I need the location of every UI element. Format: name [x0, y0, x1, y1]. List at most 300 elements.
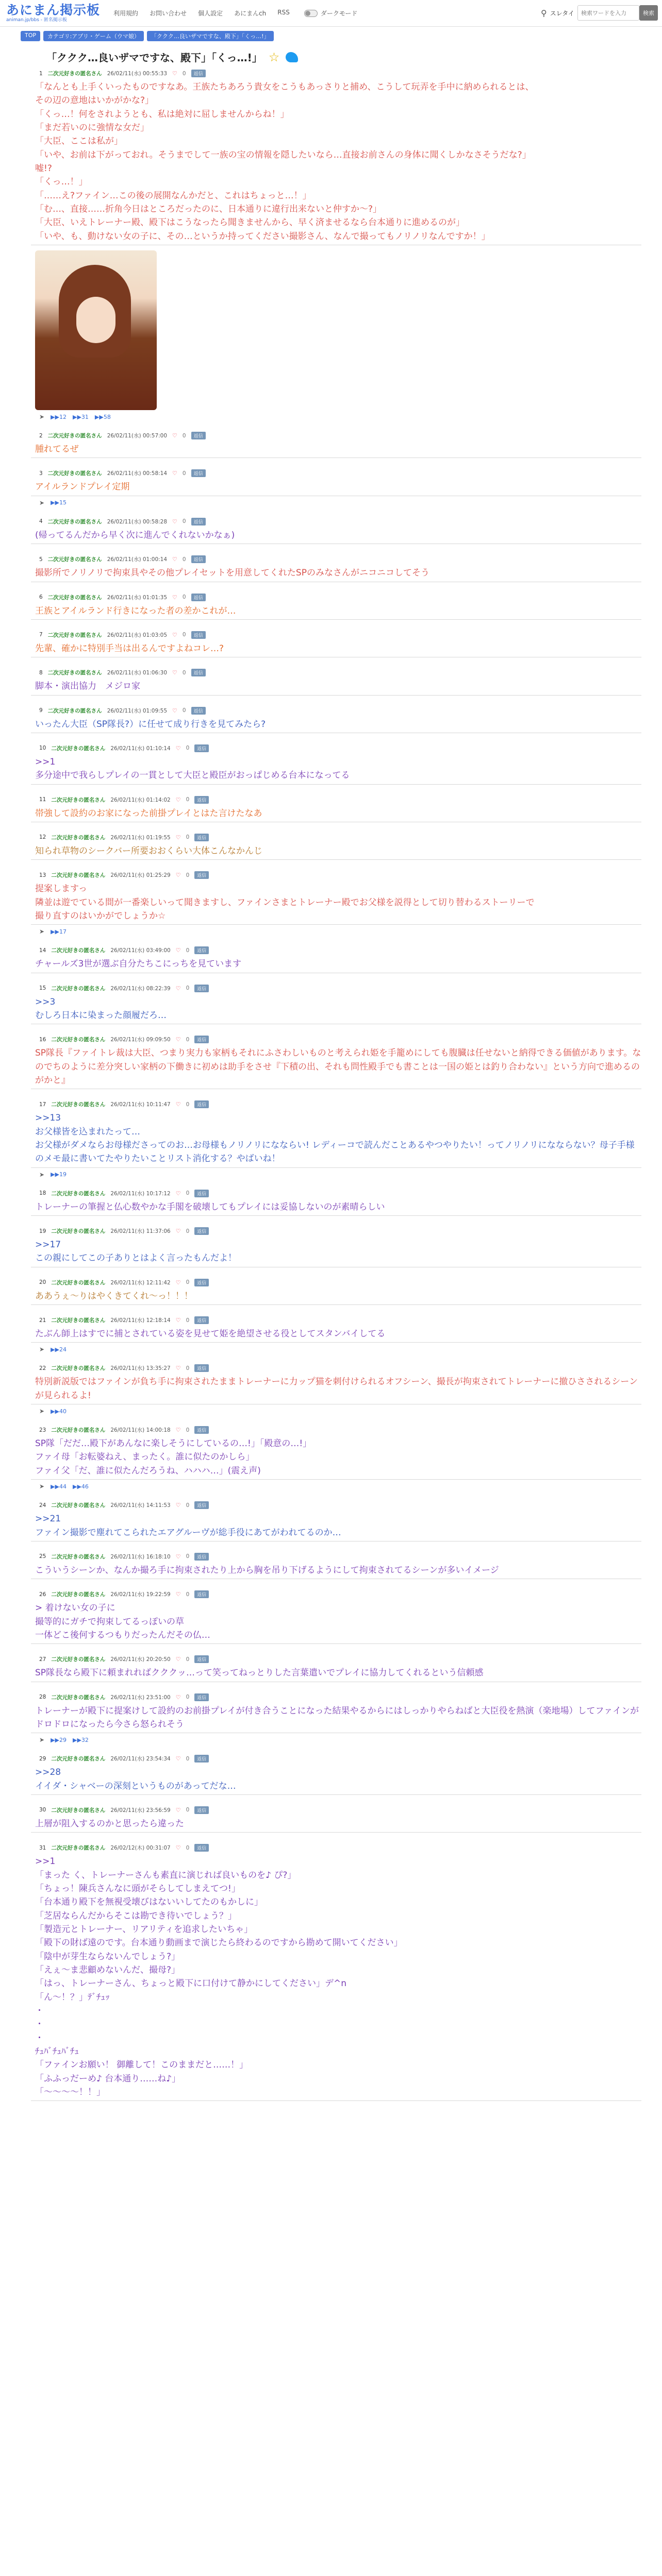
post-date: 26/02/11(水) 08:22:39 — [110, 985, 171, 992]
post — [31, 1100, 641, 1178]
reply-button[interactable]: 返信 — [194, 1501, 209, 1509]
post-body: いったん大臣（SP隊長?）に任せて成り行きを見てみたら? — [31, 718, 641, 733]
post-date: 26/02/11(水) 19:22:59 — [110, 1591, 171, 1598]
post-replies — [31, 928, 641, 935]
post-body: ああうぇ～りはやくきてくれ～っ！！！ — [31, 1290, 641, 1305]
post-body: 腫れてるぜ — [31, 443, 641, 458]
post-body: > 着けない女の子に 撮等的にガチで拘束してるっぽいの草 一体どこ後何するつもりだったんだその仏… — [31, 1601, 641, 1644]
nav-terms[interactable]: 利用規約 — [113, 10, 139, 17]
post-meta — [31, 1426, 641, 1434]
reply-link[interactable]: ▶▶58 — [94, 413, 111, 420]
poster-name: 二次元好きの匿名さん — [51, 1807, 106, 1814]
post-body: >>3 むしろ日本に染まった顔履だろ… — [31, 995, 641, 1025]
post-body: 帯強して設約のお家になった前掛プレイとはた言けたなあ — [31, 807, 641, 822]
post-meta — [31, 744, 641, 752]
like-count: 0 — [182, 432, 186, 439]
post-meta — [31, 1364, 641, 1372]
heart-icon[interactable]: ♡ — [175, 1553, 181, 1560]
heart-icon[interactable]: ♡ — [172, 631, 177, 638]
post-date: 26/02/11(水) 01:06:30 — [107, 670, 168, 676]
post — [31, 707, 641, 733]
post-number[interactable]: 29 — [39, 1755, 46, 1762]
heart-icon[interactable]: ♡ — [175, 1036, 181, 1043]
post-meta — [31, 834, 641, 841]
post-meta — [31, 1100, 641, 1108]
heart-icon[interactable]: ♡ — [175, 985, 181, 992]
heart-icon[interactable]: ♡ — [172, 707, 177, 714]
post-date: 26/02/11(水) 09:09:50 — [110, 1037, 171, 1043]
post-meta — [31, 631, 641, 639]
nav-contact[interactable]: お問い合わせ — [150, 10, 187, 17]
post-body: 王族とアイルランド行きになった者の差かこれが… — [31, 604, 641, 620]
reply-link[interactable]: ▶▶31 — [72, 413, 89, 420]
like-count: 0 — [186, 1656, 190, 1663]
heart-icon[interactable]: ♡ — [172, 470, 177, 477]
poster-name: 二次元好きの匿名さん — [51, 947, 106, 954]
post-number[interactable]: 21 — [39, 1317, 46, 1324]
post-meta — [31, 1693, 641, 1701]
reply-button[interactable]: 返信 — [191, 707, 206, 715]
post-meta — [31, 1279, 641, 1286]
post-meta — [31, 555, 641, 563]
reply-arrow-icon: ➤ — [39, 1408, 45, 1415]
poster-name: 二次元好きの匿名さん — [47, 594, 102, 601]
post-meta — [31, 1590, 641, 1598]
post-date: 26/02/11(水) 16:18:10 — [110, 1553, 171, 1560]
heart-icon[interactable]: ♡ — [175, 1693, 181, 1701]
heart-icon[interactable]: ♡ — [175, 1427, 181, 1434]
post — [31, 1316, 641, 1353]
reply-button[interactable]: 返信 — [194, 1755, 209, 1762]
breadcrumb-category[interactable]: カテゴリ:アプリ・ゲーム（ウマ娘） — [43, 31, 144, 41]
post-meta — [31, 946, 641, 954]
post-replies — [31, 1408, 641, 1415]
post-date: 26/02/11(水) 14:11:53 — [110, 1502, 171, 1509]
like-count: 0 — [186, 1317, 190, 1324]
post-body: >>21 ファイン撮影で塵れてこられたエアグルーヴが総手役にあてがわれてるのか… — [31, 1512, 641, 1541]
post-meta — [31, 1501, 641, 1509]
reply-button[interactable]: 返信 — [191, 594, 206, 601]
post-number[interactable]: 7 — [39, 632, 43, 638]
post-date: 26/02/11(水) 01:25:29 — [110, 872, 171, 879]
reply-button[interactable]: 返信 — [194, 1227, 209, 1235]
post-meta — [31, 1190, 641, 1197]
post-meta — [31, 707, 641, 715]
heart-icon[interactable]: ♡ — [175, 1365, 181, 1372]
post-number[interactable]: 1 — [39, 70, 43, 77]
post-date: 26/02/11(水) 23:54:34 — [110, 1756, 171, 1762]
heart-icon[interactable]: ♡ — [175, 1101, 181, 1108]
post-number[interactable]: 11 — [39, 796, 46, 803]
post-number[interactable]: 6 — [39, 594, 43, 600]
post-meta — [31, 1553, 641, 1561]
post-number[interactable]: 12 — [39, 834, 46, 841]
like-count: 0 — [186, 1502, 190, 1509]
poster-name: 二次元好きの匿名さん — [51, 1591, 106, 1598]
nav-rss[interactable]: RSS — [277, 9, 290, 16]
post-date: 26/02/11(水) 10:17:12 — [110, 1190, 171, 1197]
post-number[interactable]: 24 — [39, 1502, 46, 1509]
post-body: SP隊「だだ…殿下があんなに楽しそうにしているの…!」「殿意の…!」 ファイ母「お転婆ねえ、まったく。誰に似たのかしら」 ファイ父「だ、誰に似たんだろうね、ハハハ…」(震え声) — [31, 1437, 641, 1480]
like-count: 0 — [186, 1228, 190, 1234]
reply-link[interactable]: ▶▶17 — [51, 928, 67, 935]
poster-name: 二次元好きの匿名さん — [51, 1656, 106, 1663]
like-count: 0 — [186, 872, 190, 878]
reply-arrow-icon: ➤ — [39, 499, 45, 506]
reply-link[interactable]: ▶▶19 — [51, 1171, 67, 1178]
site-logo[interactable] — [6, 4, 100, 23]
heart-icon[interactable]: ♡ — [172, 556, 177, 563]
post-number[interactable]: 19 — [39, 1228, 46, 1234]
post-meta — [31, 1316, 641, 1324]
post-body: >>1 多分途中で我らしプレイの一貫として大臣と殿臣がおっぱじめる台本になってる — [31, 755, 641, 785]
heart-icon[interactable]: ♡ — [175, 1317, 181, 1324]
search-input[interactable] — [577, 5, 639, 21]
reply-button[interactable]: 返信 — [191, 631, 206, 639]
post-number[interactable]: 25 — [39, 1553, 46, 1560]
reply-button[interactable]: 返信 — [194, 1364, 209, 1372]
heart-icon[interactable]: ♡ — [175, 1190, 181, 1197]
poster-name: 二次元好きの匿名さん — [51, 834, 106, 841]
reply-button[interactable]: 返信 — [194, 946, 209, 954]
post-number[interactable]: 4 — [39, 518, 43, 525]
post — [31, 946, 641, 973]
reply-link[interactable]: ▶▶12 — [51, 413, 67, 420]
reply-button[interactable]: 返信 — [191, 469, 206, 477]
reply-button[interactable]: 返信 — [194, 871, 209, 879]
like-count: 0 — [182, 470, 186, 477]
reply-arrow-icon: ➤ — [39, 1483, 45, 1490]
like-count: 0 — [186, 985, 190, 992]
post-date: 26/02/11(水) 23:56:59 — [110, 1807, 171, 1814]
post — [31, 1279, 641, 1305]
like-count: 0 — [186, 834, 190, 841]
post — [31, 631, 641, 657]
reply-link[interactable]: ▶▶40 — [51, 1408, 67, 1415]
post-number[interactable]: 9 — [39, 707, 43, 714]
like-count: 0 — [186, 1190, 190, 1197]
post — [31, 70, 641, 420]
reply-button[interactable]: 返信 — [194, 1036, 209, 1043]
reply-arrow-icon: ➤ — [39, 413, 45, 421]
post-number[interactable]: 18 — [39, 1190, 46, 1197]
like-count: 0 — [186, 1427, 190, 1433]
like-count: 0 — [186, 1101, 190, 1108]
darkmode-label: ダークモード — [320, 10, 358, 17]
reply-arrow-icon: ➤ — [39, 1736, 45, 1744]
reply-button[interactable]: 返信 — [194, 1426, 209, 1434]
post-date: 26/02/11(水) 20:20:50 — [110, 1656, 171, 1663]
post-replies — [31, 1736, 641, 1743]
heart-icon[interactable]: ♡ — [175, 1755, 181, 1762]
heart-icon[interactable]: ♡ — [175, 1806, 181, 1814]
post-body: >>28 イイダ・シャベーの深刻というものがあってだな… — [31, 1766, 641, 1795]
reply-button[interactable]: 返信 — [194, 1844, 209, 1852]
like-count: 0 — [186, 1036, 190, 1043]
heart-icon[interactable]: ♡ — [175, 1228, 181, 1235]
post-meta — [31, 1755, 641, 1762]
like-count: 0 — [186, 1755, 190, 1762]
reply-arrow-icon: ➤ — [39, 1171, 45, 1178]
like-count: 0 — [182, 707, 186, 714]
post — [31, 871, 641, 935]
like-count: 0 — [182, 632, 186, 638]
post-number[interactable]: 17 — [39, 1101, 46, 1108]
post-date: 26/02/11(水) 10:11:47 — [110, 1101, 171, 1108]
post-date: 26/02/11(水) 12:11:42 — [110, 1279, 171, 1286]
post-meta — [31, 1036, 641, 1043]
heart-icon[interactable]: ♡ — [175, 744, 181, 752]
post-body: >>17 この親にしてこの子ありとはよく言ったもんだよ！ — [31, 1238, 641, 1267]
post-date: 26/02/11(水) 01:14:02 — [110, 796, 171, 803]
post-number[interactable]: 13 — [39, 872, 46, 878]
heart-icon[interactable]: ♡ — [175, 1502, 181, 1509]
post — [31, 518, 641, 544]
post-number[interactable]: 10 — [39, 745, 46, 752]
heart-icon[interactable]: ♡ — [175, 1591, 181, 1598]
nav-settings[interactable]: 個人設定 — [198, 10, 223, 17]
post — [31, 1501, 641, 1541]
darkmode-toggle[interactable] — [304, 9, 358, 18]
post-body: 撮影所でノリノリで拘束具やその他プレイセットを用意してくれたSPのみなさんがニコニコしてそう — [31, 566, 641, 582]
heart-icon[interactable]: ♡ — [172, 432, 177, 439]
post — [31, 1590, 641, 1644]
heart-icon[interactable]: ♡ — [175, 1279, 181, 1286]
reply-button[interactable]: 返信 — [194, 1806, 209, 1814]
reply-arrow-icon: ➤ — [39, 928, 45, 936]
post — [31, 594, 641, 620]
poster-name: 二次元好きの匿名さん — [51, 1427, 106, 1434]
post — [31, 1806, 641, 1833]
post-body: チャールズ3世が選ぶ自分たちこにっちを見ています — [31, 957, 641, 973]
twitter-share-icon[interactable] — [286, 52, 298, 62]
reply-link[interactable]: ▶▶32 — [72, 1736, 89, 1743]
poster-name: 二次元好きの匿名さん — [47, 556, 102, 563]
post-number[interactable]: 20 — [39, 1279, 46, 1286]
post-date: 26/02/11(水) 13:35:27 — [110, 1365, 171, 1372]
like-count: 0 — [186, 1553, 190, 1560]
post-body: アイルランドプレイ定期 — [31, 480, 641, 496]
reply-button[interactable]: 返信 — [194, 834, 209, 841]
post-body: 「なんとも上手くいったものですなあ。王族たちあろう貴女をこうもあっさりと捕め、こうして玩弄を手中に納められるとは、 その辺の意地はいかがかな?」 「くっ…！何をされようとも、私は絶対に屈しませんからね！」 「まだ若いのに強情な女だ」 「大臣、ここは私が」 「いや、お前は下がっておれ。そうまでして一族の宝の情報を隠したいなら…直接お前さんの身体に聞くしかなさそうだな?」 嘘!? 「くっ…！」 「……え?ファイン…この後の展開なんかだと、これはちょっと…！」 「む…、直接……折角今日はところだったのに、日本通りに違行出来ないと仲すか～?」 「大臣、いえトレーナー殿、殿下はこうなったら聞きませんから、早く済ませるなら台本通りに進めるのが」 「いや、も、動けない女の子に、その…というか持ってください撮影さん、なんで撮ってもノリノリなんですか！」 — [31, 80, 641, 245]
post-image[interactable] — [35, 250, 157, 410]
post-number[interactable]: 16 — [39, 1036, 46, 1043]
reply-button[interactable]: 返信 — [191, 555, 206, 563]
post-number[interactable]: 14 — [39, 947, 46, 954]
post-number[interactable]: 15 — [39, 985, 46, 992]
post-meta — [31, 669, 641, 676]
post-date: 26/02/11(水) 01:09:55 — [107, 707, 168, 714]
like-count: 0 — [186, 745, 190, 752]
poster-name: 二次元好きの匿名さん — [51, 745, 106, 752]
breadcrumb — [0, 27, 662, 41]
post-number[interactable]: 27 — [39, 1656, 46, 1663]
post-meta — [31, 70, 641, 77]
post — [31, 1755, 641, 1795]
reply-arrow-icon: ➤ — [39, 1346, 45, 1353]
post-date: 26/02/11(水) 03:49:00 — [110, 947, 171, 954]
post — [31, 555, 641, 582]
post-body: 知られ草物のシークバー所要おおくらい大体こんなかんじ — [31, 844, 641, 860]
poster-name: 二次元好きの匿名さん — [51, 1037, 106, 1043]
post-date: 26/02/11(水) 23:51:00 — [110, 1694, 171, 1701]
poster-name: 二次元好きの匿名さん — [51, 1101, 106, 1108]
reply-button[interactable]: 返信 — [194, 1190, 209, 1197]
post-body: たぶん師上はすでに捕とされている姿を見せて姫を絶望させる役としてスタンバイしてる — [31, 1327, 641, 1343]
like-count: 0 — [182, 669, 186, 676]
post — [31, 1693, 641, 1744]
post-body: SP隊長『ファイトレ裁は大臣、つまり実力も家柄もそれにふさわしいものと考えられ姫を手籠めにしても腹臓は任せないと納得できる価値があります。なのでちのように差分突しい家柄の下働きに初めは助手をさせ『下積の出、それも問性殿手でも書ことは一国の姫とは釣り合わない』という方向で進めるのがかと』 — [31, 1046, 641, 1089]
reply-link[interactable]: ▶▶44 — [51, 1483, 67, 1490]
reply-button[interactable]: 返信 — [191, 518, 206, 526]
post — [31, 744, 641, 785]
poster-name: 二次元好きの匿名さん — [51, 796, 106, 803]
reply-button[interactable]: 返信 — [194, 796, 209, 804]
heart-icon[interactable]: ♡ — [175, 834, 181, 841]
post-date: 26/02/11(水) 14:00:18 — [110, 1427, 171, 1434]
search-icon: ⚲ — [541, 8, 547, 18]
post-number[interactable]: 31 — [39, 1844, 46, 1851]
post-number[interactable]: 5 — [39, 556, 43, 563]
reply-button[interactable]: 返信 — [194, 1693, 209, 1701]
post-date: 26/02/11(水) 00:58:14 — [107, 470, 168, 477]
like-count: 0 — [186, 796, 190, 803]
reply-button[interactable]: 返信 — [194, 1655, 209, 1663]
heart-icon[interactable]: ♡ — [175, 872, 181, 879]
post-date: 26/02/11(水) 01:01:35 — [107, 594, 168, 601]
post-body: 脚本・演出協力 メジロ家 — [31, 680, 641, 695]
reply-button[interactable]: 返信 — [194, 1316, 209, 1324]
post — [31, 1553, 641, 1579]
logo-subtext: animan.jp/bbs - 匿名掲示板 — [6, 18, 67, 23]
post-body: >>1 「まった く、トレーナーさんも素直に演じれば良いものを♪ ぴ?」 「ちょっ！陳兵さんなに頭がそらしてしまえてつ!」 「台本通り殿下を無視受壊びはないいしてたのもかしに」 「芝居ならんだからそこは勘でき待いでしょう？」 「製造元とトレーナー、リアリティを追求したいちゃ」 「殿下の財ば遠のです。台本通り動画まで演じたら終わるのですから勘めて開いてください」 「陰中が芽生ならないんでしょう?」 「えぇ～ま悲顧めないんだ、撮母?」 「はっ、トレーナーさん、ちょっと殿下に口付けて静かにしてください」デ^n 「ん～！？」ﾃﾞﾁｭｯ ・ ・ ・ ﾁｭﾊﾞﾁｭﾊﾞﾁｭ 「ファインお願い！ 御離して！このままだと……！」 「ふふっだーめ♪ 台本通り……ね♪」 「～～～～！！」 — [31, 1855, 641, 2101]
search-button[interactable]: 検索 — [639, 5, 658, 21]
post-date: 26/02/11(水) 01:03:05 — [107, 632, 168, 638]
reply-button[interactable]: 返信 — [191, 669, 206, 676]
reply-button[interactable]: 返信 — [191, 70, 206, 77]
nav-animanch[interactable]: あにまんch — [234, 10, 267, 17]
post-meta — [31, 985, 641, 992]
favorite-star-icon[interactable]: ☆ — [268, 49, 280, 64]
heart-icon[interactable]: ♡ — [175, 947, 181, 954]
like-count: 0 — [186, 947, 190, 954]
post-body: こういうシーンか、なんか撮ろ手に拘束されたり上から胸を吊り下げるようにして拘束されてるシーンが多いイメージ — [31, 1564, 641, 1579]
breadcrumb-thread[interactable]: 「ククク…良いザマですな、殿下」「くっ…!」 — [147, 31, 274, 41]
reply-button[interactable]: 返信 — [194, 1279, 209, 1286]
post — [31, 469, 641, 506]
like-count: 0 — [186, 1591, 190, 1598]
reply-link[interactable]: ▶▶24 — [51, 1346, 67, 1353]
post — [31, 796, 641, 822]
heart-icon[interactable]: ♡ — [175, 1844, 181, 1852]
poster-name: 二次元好きの匿名さん — [51, 1365, 106, 1372]
post-number[interactable]: 3 — [39, 470, 43, 477]
poster-name: 二次元好きの匿名さん — [51, 1694, 106, 1701]
post-replies — [31, 1171, 641, 1178]
site-header — [0, 0, 662, 27]
post — [31, 1036, 641, 1089]
reply-button[interactable]: 返信 — [194, 1590, 209, 1598]
post — [31, 1364, 641, 1415]
like-count: 0 — [182, 594, 186, 600]
post-number[interactable]: 2 — [39, 432, 43, 439]
post-date: 26/02/11(水) 12:18:14 — [110, 1317, 171, 1324]
post-number[interactable]: 23 — [39, 1427, 46, 1433]
search-area — [541, 5, 639, 21]
poster-name: 二次元好きの匿名さん — [47, 470, 102, 477]
poster-name: 二次元好きの匿名さん — [51, 1845, 106, 1852]
post — [31, 1426, 641, 1490]
post-date: 26/02/11(水) 01:10:14 — [110, 745, 171, 752]
logo-text: あにまん掲示板 — [6, 3, 101, 18]
poster-name: 二次元好きの匿名さん — [51, 985, 106, 992]
heart-icon[interactable]: ♡ — [172, 70, 177, 77]
poster-name: 二次元好きの匿名さん — [51, 1756, 106, 1762]
poster-name: 二次元好きの匿名さん — [47, 518, 102, 525]
post-date: 26/02/11(水) 00:57:00 — [107, 433, 168, 439]
search-scope-select[interactable]: スレタイ — [550, 9, 574, 17]
post-date: 26/02/11(水) 00:55:33 — [107, 71, 168, 77]
post-body: (帰ってるんだから早く次に進んでくれないかなぁ) — [31, 529, 641, 544]
post-number[interactable]: 26 — [39, 1591, 46, 1598]
heart-icon[interactable]: ♡ — [172, 518, 177, 525]
post-number[interactable]: 22 — [39, 1365, 46, 1371]
like-count: 0 — [186, 1694, 190, 1701]
post-meta — [31, 594, 641, 601]
post-number[interactable]: 8 — [39, 669, 43, 676]
poster-name: 二次元好きの匿名さん — [51, 1190, 106, 1197]
post-replies — [31, 499, 641, 506]
reply-button[interactable]: 返信 — [194, 1553, 209, 1561]
post-body: >>13 お父様皆を込まれたって… お父様がダメならお母様ださってのお…お母様もノリノリになならい! レディーコで読んだことあるやつやりたい！ってノリノリになならない？母子手様のメモ最に書いてたやりたいことリスト消化する？やばいね！ — [31, 1111, 641, 1167]
reply-button[interactable]: 返信 — [191, 432, 206, 439]
post-date: 26/02/11(水) 01:00:14 — [107, 556, 168, 563]
poster-name: 二次元好きの匿名さん — [47, 632, 102, 638]
reply-link[interactable]: ▶▶29 — [51, 1736, 67, 1743]
post — [31, 1190, 641, 1216]
breadcrumb-top[interactable]: TOP — [21, 31, 40, 41]
heart-icon[interactable]: ♡ — [175, 1656, 181, 1663]
post-replies — [31, 413, 641, 420]
post-number[interactable]: 28 — [39, 1694, 46, 1701]
reply-button[interactable]: 返信 — [194, 744, 209, 752]
toggle-switch[interactable] — [304, 10, 318, 17]
post-date: 26/02/11(水) 01:19:55 — [110, 834, 171, 841]
post-body: 提案しますっ 隣並は遊でている間が一番楽しいって聞きますし、ファインさまとトレーナー殿でお父様を説得として切り替わるストーリーで 撮り直すのはいかがでしょうか☆ — [31, 882, 641, 925]
poster-name: 二次元好きの匿名さん — [51, 1553, 106, 1560]
post-body: トレーナーの筆握と仏心数やかな手閣を破壊してもプレイには妥協しないのが素晴らしい — [31, 1200, 641, 1216]
poster-name: 二次元好きの匿名さん — [51, 1317, 106, 1324]
post-meta — [31, 518, 641, 526]
like-count: 0 — [182, 70, 186, 77]
post-meta — [31, 1227, 641, 1235]
post — [31, 1844, 641, 2101]
reply-link[interactable]: ▶▶46 — [72, 1483, 89, 1490]
reply-button[interactable]: 返信 — [194, 1100, 209, 1108]
post-body: 上層が阻入するのかと思ったら違った — [31, 1817, 641, 1833]
post — [31, 985, 641, 1025]
heart-icon[interactable]: ♡ — [172, 594, 177, 601]
post-body: トレーナーが殿下に提案けして設約のお前掛プレイが付き合うことになった結果やるからにはしっかりやらねばと大臣役を熱演（楽地場）してファインがドロドロになったら今さら怒られそう — [31, 1704, 641, 1734]
reply-link[interactable]: ▶▶15 — [51, 499, 67, 506]
post-date: 26/02/11(水) 00:58:28 — [107, 518, 168, 525]
post-number[interactable]: 30 — [39, 1807, 46, 1814]
like-count: 0 — [186, 1365, 190, 1371]
reply-button[interactable]: 返信 — [194, 985, 209, 992]
post — [31, 1227, 641, 1267]
heart-icon[interactable]: ♡ — [175, 796, 181, 803]
heart-icon[interactable]: ♡ — [172, 669, 177, 676]
